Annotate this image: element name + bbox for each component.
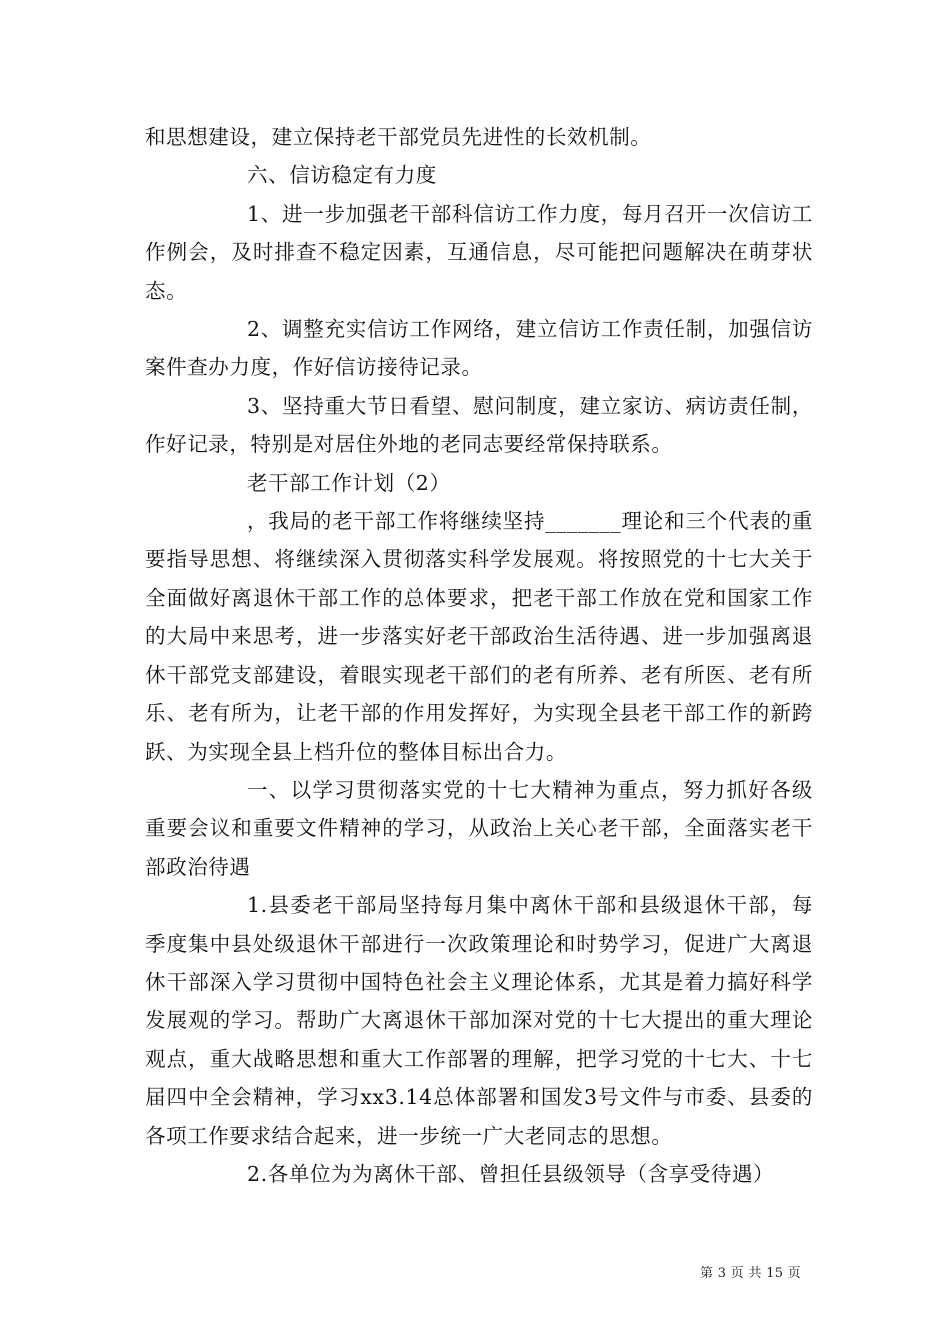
page-number: 第 3 页 共 15 页 (700, 1266, 802, 1281)
list-item-1: 1、进一步加强老干部科信访工作力度，每月召开一次信访工作例会，及时排查不稳定因素，互通信息，尽可能把问题解决在萌芽状态。 (145, 201, 813, 303)
document-body (145, 118, 813, 1193)
paragraph-continuation: 和思想建设，建立保持老干部党员先进性的长效机制。 (145, 125, 652, 149)
list-item-2: 2、调整充实信访工作网络，建立信访工作责任制，加强信访案件查办力度，作好信访接待记录。 (145, 317, 813, 380)
numbered-item-1: 1.县委老干部局坚持每月集中离休干部和县级退休干部，每季度集中县处级退休干部进行一次政策理论和时势学习，促进广大离退休干部深入学习贯彻中国特色社会主义理论体系，尤其是着力搞好科学发展观的学习。帮助广大离退休干部加深对党的十七大提出的重大理论观点，重大战略思想和重大工作部署的理解，把学习党的十七大、十七届四中全会精神，学习xx3.14总体部署和国发3号文件与市委、县委的各项工作要求结合起来，进一步统一广大老同志的思想。 (145, 893, 813, 1148)
list-item-3: 3、坚持重大节日看望、慰问制度，建立家访、病访责任制，作好记录，特别是对居住外地的老同志要经常保持联系。 (145, 393, 813, 457)
intro-paragraph: ，我局的老干部工作将继续坚持_______理论和三个代表的重要指导思想、将继续深入贯彻落实科学发展观。将按照党的十七大关于全面做好离退休干部工作的总体要求，把老干部工作放在党和国家工作的大局中来思考，进一步落实好老干部政治生活待遇、进一步加强离退休干部党支部建设，着眼实现老干部们的老有所养、老有所医、老有所乐、老有所为，让老干部的作用发挥好，为实现全县老干部工作的新跨跃、为实现全县上档升位的整体目标出合力。 (145, 509, 813, 764)
plan-title: 老干部工作计划（2） (247, 470, 451, 495)
section-heading-six: 六、信访稳定有力度 (247, 163, 437, 188)
numbered-item-2: 2.各单位为为离休干部、曾担任县级领导（含享受待遇） (247, 1161, 775, 1186)
section-heading-one: 一、以学习贯彻落实党的十七大精神为重点，努力抓好各级重要会议和重要文件精神的学习，从政治上关心老干部，全面落实老干部政治待遇 (145, 777, 813, 879)
